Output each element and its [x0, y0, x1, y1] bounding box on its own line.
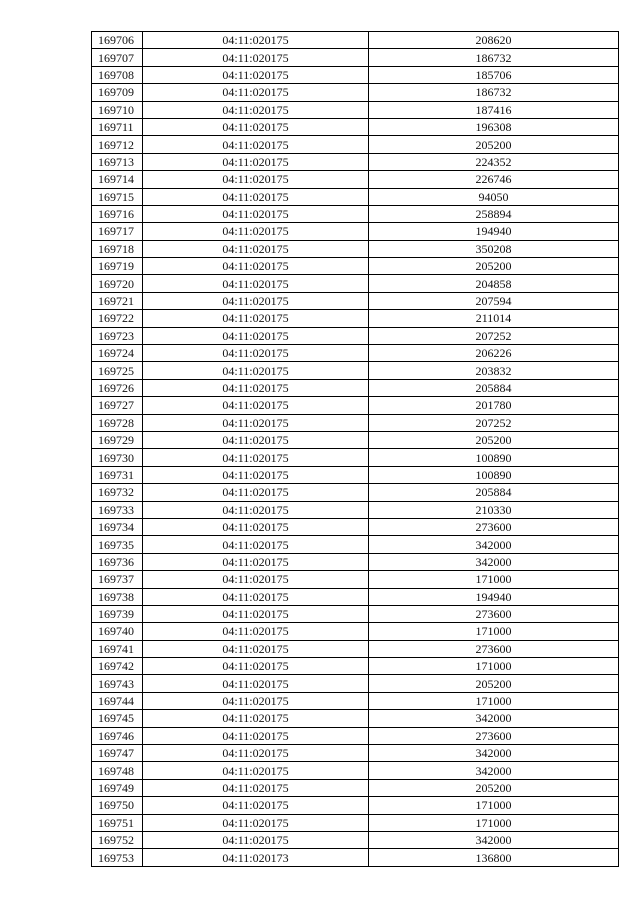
cadastral-code-cell: 04:11:020175	[143, 84, 369, 101]
table-row	[92, 32, 619, 49]
row-id-cell: 169719	[92, 258, 143, 275]
table-row	[92, 501, 619, 518]
row-id-cell: 169725	[92, 362, 143, 379]
row-id-cell: 169714	[92, 171, 143, 188]
value-cell: 350208	[369, 240, 619, 257]
value-cell: 342000	[369, 536, 619, 553]
table-row	[92, 658, 619, 675]
table-row	[92, 414, 619, 431]
value-cell: 205200	[369, 675, 619, 692]
value-cell: 205884	[369, 379, 619, 396]
cadastral-code-cell: 04:11:020175	[143, 136, 369, 153]
row-id-cell: 169741	[92, 640, 143, 657]
table-row	[92, 275, 619, 292]
cadastral-code-cell: 04:11:020175	[143, 536, 369, 553]
cadastral-code-cell: 04:11:020175	[143, 397, 369, 414]
value-cell: 205200	[369, 431, 619, 448]
table-row	[92, 849, 619, 866]
table-row	[92, 84, 619, 101]
table-row	[92, 431, 619, 448]
value-cell: 194940	[369, 588, 619, 605]
cadastral-code-cell: 04:11:020175	[143, 466, 369, 483]
cadastral-code-cell: 04:11:020175	[143, 49, 369, 66]
value-cell: 342000	[369, 762, 619, 779]
table-row	[92, 362, 619, 379]
value-cell: 171000	[369, 571, 619, 588]
table-row	[92, 49, 619, 66]
value-cell: 185706	[369, 66, 619, 83]
row-id-cell: 169717	[92, 223, 143, 240]
row-id-cell: 169731	[92, 466, 143, 483]
table-row	[92, 692, 619, 709]
value-cell: 100890	[369, 449, 619, 466]
row-id-cell: 169718	[92, 240, 143, 257]
cadastral-code-cell: 04:11:020175	[143, 501, 369, 518]
row-id-cell: 169720	[92, 275, 143, 292]
value-cell: 208620	[369, 32, 619, 49]
cadastral-code-cell: 04:11:020175	[143, 797, 369, 814]
table-row	[92, 640, 619, 657]
cadastral-code-cell: 04:11:020175	[143, 345, 369, 362]
table-row	[92, 484, 619, 501]
cadastral-code-cell: 04:11:020175	[143, 171, 369, 188]
cadastral-code-cell: 04:11:020175	[143, 553, 369, 570]
table-row	[92, 327, 619, 344]
row-id-cell: 169721	[92, 292, 143, 309]
table-row	[92, 292, 619, 309]
row-id-cell: 169745	[92, 710, 143, 727]
value-cell: 273600	[369, 518, 619, 535]
row-id-cell: 169708	[92, 66, 143, 83]
cadastral-code-cell: 04:11:020175	[143, 640, 369, 657]
cadastral-code-cell: 04:11:020175	[143, 414, 369, 431]
cadastral-code-cell: 04:11:020175	[143, 379, 369, 396]
table-row	[92, 518, 619, 535]
row-id-cell: 169738	[92, 588, 143, 605]
cadastral-code-cell: 04:11:020175	[143, 66, 369, 83]
cadastral-code-cell: 04:11:020175	[143, 484, 369, 501]
row-id-cell: 169722	[92, 310, 143, 327]
value-cell: 205200	[369, 258, 619, 275]
cadastral-code-cell: 04:11:020175	[143, 605, 369, 622]
table-row	[92, 188, 619, 205]
row-id-cell: 169733	[92, 501, 143, 518]
cadastral-code-cell: 04:11:020175	[143, 118, 369, 135]
cadastral-code-cell: 04:11:020175	[143, 327, 369, 344]
table-row	[92, 379, 619, 396]
table-row	[92, 101, 619, 118]
table-row	[92, 205, 619, 222]
data-table	[91, 31, 619, 867]
value-cell: 226746	[369, 171, 619, 188]
row-id-cell: 169723	[92, 327, 143, 344]
table-row	[92, 623, 619, 640]
value-cell: 342000	[369, 745, 619, 762]
cadastral-code-cell: 04:11:020175	[143, 831, 369, 848]
row-id-cell: 169724	[92, 345, 143, 362]
value-cell: 186732	[369, 84, 619, 101]
table-row	[92, 240, 619, 257]
row-id-cell: 169739	[92, 605, 143, 622]
value-cell: 207252	[369, 414, 619, 431]
row-id-cell: 169711	[92, 118, 143, 135]
cadastral-code-cell: 04:11:020175	[143, 275, 369, 292]
table-row	[92, 605, 619, 622]
table-row	[92, 136, 619, 153]
cadastral-code-cell: 04:11:020175	[143, 32, 369, 49]
cadastral-code-cell: 04:11:020175	[143, 588, 369, 605]
row-id-cell: 169726	[92, 379, 143, 396]
table-row	[92, 831, 619, 848]
row-id-cell: 169740	[92, 623, 143, 640]
value-cell: 196308	[369, 118, 619, 135]
value-cell: 171000	[369, 692, 619, 709]
row-id-cell: 169748	[92, 762, 143, 779]
row-id-cell: 169707	[92, 49, 143, 66]
value-cell: 186732	[369, 49, 619, 66]
row-id-cell: 169750	[92, 797, 143, 814]
cadastral-code-cell: 04:11:020175	[143, 658, 369, 675]
cadastral-code-cell: 04:11:020175	[143, 223, 369, 240]
table-row	[92, 779, 619, 796]
value-cell: 201780	[369, 397, 619, 414]
value-cell: 136800	[369, 849, 619, 866]
value-cell: 205200	[369, 136, 619, 153]
table-row	[92, 449, 619, 466]
table-row	[92, 762, 619, 779]
cadastral-code-cell: 04:11:020175	[143, 153, 369, 170]
row-id-cell: 169732	[92, 484, 143, 501]
row-id-cell: 169710	[92, 101, 143, 118]
row-id-cell: 169736	[92, 553, 143, 570]
value-cell: 206226	[369, 345, 619, 362]
value-cell: 171000	[369, 797, 619, 814]
value-cell: 207594	[369, 292, 619, 309]
row-id-cell: 169734	[92, 518, 143, 535]
row-id-cell: 169716	[92, 205, 143, 222]
row-id-cell: 169715	[92, 188, 143, 205]
row-id-cell: 169713	[92, 153, 143, 170]
row-id-cell: 169747	[92, 745, 143, 762]
row-id-cell: 169730	[92, 449, 143, 466]
cadastral-code-cell: 04:11:020175	[143, 258, 369, 275]
value-cell: 211014	[369, 310, 619, 327]
value-cell: 273600	[369, 605, 619, 622]
value-cell: 94050	[369, 188, 619, 205]
cadastral-code-cell: 04:11:020175	[143, 571, 369, 588]
value-cell: 171000	[369, 623, 619, 640]
table-row	[92, 66, 619, 83]
value-cell: 203832	[369, 362, 619, 379]
row-id-cell: 169746	[92, 727, 143, 744]
value-cell: 194940	[369, 223, 619, 240]
row-id-cell: 169728	[92, 414, 143, 431]
cadastral-code-cell: 04:11:020175	[143, 710, 369, 727]
row-id-cell: 169727	[92, 397, 143, 414]
row-id-cell: 169751	[92, 814, 143, 831]
table-row	[92, 710, 619, 727]
table-body	[92, 32, 619, 867]
table-row	[92, 571, 619, 588]
cadastral-code-cell: 04:11:020175	[143, 310, 369, 327]
table-row	[92, 727, 619, 744]
cadastral-code-cell: 04:11:020175	[143, 518, 369, 535]
value-cell: 342000	[369, 831, 619, 848]
row-id-cell: 169709	[92, 84, 143, 101]
row-id-cell: 169737	[92, 571, 143, 588]
table-row	[92, 310, 619, 327]
value-cell: 205884	[369, 484, 619, 501]
cadastral-code-cell: 04:11:020175	[143, 292, 369, 309]
value-cell: 224352	[369, 153, 619, 170]
row-id-cell: 169743	[92, 675, 143, 692]
value-cell: 273600	[369, 640, 619, 657]
cadastral-code-cell: 04:11:020175	[143, 623, 369, 640]
row-id-cell: 169742	[92, 658, 143, 675]
value-cell: 342000	[369, 710, 619, 727]
cadastral-code-cell: 04:11:020175	[143, 814, 369, 831]
value-cell: 258894	[369, 205, 619, 222]
cadastral-code-cell: 04:11:020175	[143, 188, 369, 205]
value-cell: 273600	[369, 727, 619, 744]
value-cell: 171000	[369, 658, 619, 675]
row-id-cell: 169729	[92, 431, 143, 448]
row-id-cell: 169735	[92, 536, 143, 553]
table-row	[92, 536, 619, 553]
row-id-cell: 169753	[92, 849, 143, 866]
cadastral-code-cell: 04:11:020175	[143, 692, 369, 709]
value-cell: 205200	[369, 779, 619, 796]
table-row	[92, 553, 619, 570]
cadastral-code-cell: 04:11:020173	[143, 849, 369, 866]
cadastral-code-cell: 04:11:020175	[143, 101, 369, 118]
cadastral-code-cell: 04:11:020175	[143, 675, 369, 692]
cadastral-code-cell: 04:11:020175	[143, 762, 369, 779]
cadastral-code-cell: 04:11:020175	[143, 431, 369, 448]
cadastral-code-cell: 04:11:020175	[143, 240, 369, 257]
row-id-cell: 169744	[92, 692, 143, 709]
table-row	[92, 397, 619, 414]
table-row	[92, 118, 619, 135]
row-id-cell: 169749	[92, 779, 143, 796]
table-row	[92, 345, 619, 362]
value-cell: 210330	[369, 501, 619, 518]
value-cell: 171000	[369, 814, 619, 831]
table-row	[92, 814, 619, 831]
table-row	[92, 675, 619, 692]
table-row	[92, 223, 619, 240]
cadastral-code-cell: 04:11:020175	[143, 449, 369, 466]
table-row	[92, 588, 619, 605]
cadastral-code-cell: 04:11:020175	[143, 745, 369, 762]
table-row	[92, 258, 619, 275]
value-cell: 207252	[369, 327, 619, 344]
row-id-cell: 169706	[92, 32, 143, 49]
cadastral-code-cell: 04:11:020175	[143, 727, 369, 744]
table-row	[92, 466, 619, 483]
cadastral-code-cell: 04:11:020175	[143, 779, 369, 796]
row-id-cell: 169752	[92, 831, 143, 848]
table-row	[92, 153, 619, 170]
value-cell: 204858	[369, 275, 619, 292]
cadastral-code-cell: 04:11:020175	[143, 362, 369, 379]
table-row	[92, 797, 619, 814]
value-cell: 100890	[369, 466, 619, 483]
table-row	[92, 745, 619, 762]
row-id-cell: 169712	[92, 136, 143, 153]
value-cell: 187416	[369, 101, 619, 118]
cadastral-code-cell: 04:11:020175	[143, 205, 369, 222]
table-row	[92, 171, 619, 188]
value-cell: 342000	[369, 553, 619, 570]
